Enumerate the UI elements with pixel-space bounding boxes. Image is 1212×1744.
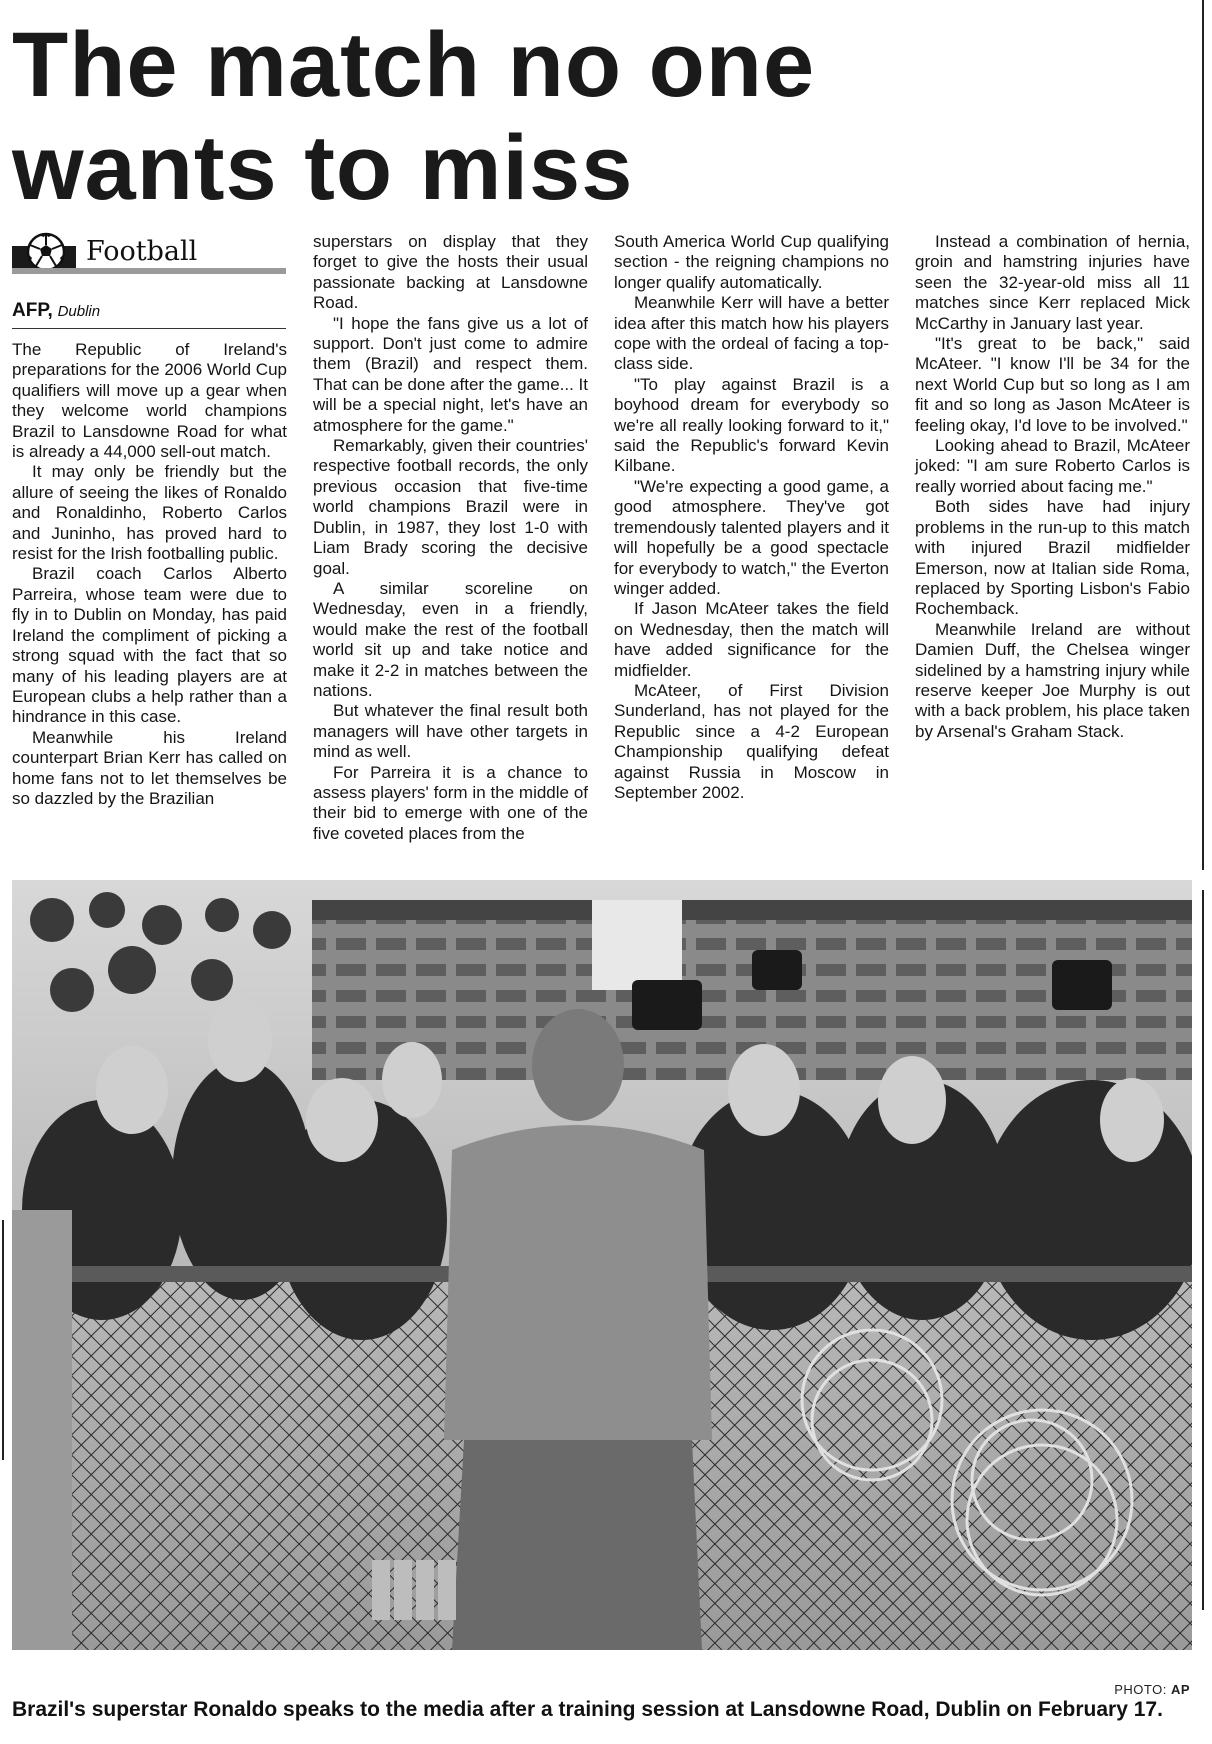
column-rule-right-lower [1202, 890, 1204, 1610]
paragraph: "It's great to be back," said McAteer. "I know I'll be 34 for the next World Cup but so long as I am fit and so long as Jason McAteer is feeling okay, I'd love to be involved." [915, 334, 1190, 435]
paragraph: superstars on display that they forget to give the hosts their usual passionate backing at Lansdowne Road. [313, 232, 588, 313]
paragraph: A similar scoreline on Wednesday, even in a friendly, would make the rest of the football world sit up and take notice and make it 2-2 in matches between the nations. [313, 578, 588, 700]
paragraph: Meanwhile Ireland are without Damien Duff, the Chelsea winger sidelined by a hamstring injury while reserve keeper Joe Murphy is out with a back problem, his place taken by Arsenal's Graham Stack. [915, 619, 1190, 741]
byline [12, 300, 286, 329]
article-column-3 [614, 232, 889, 803]
paragraph: McAteer, of First Division Sunderland, has not played for the Republic since a 4-2 European Championship qualifying defeat against Russia in Moscow in September 2002. [614, 680, 889, 802]
paragraph: Meanwhile Kerr will have a better idea after this match how his players cope with the ordeal of facing a top-class side. [614, 293, 889, 374]
paragraph: South America World Cup qualifying section - the reigning champions no longer qualify automatically. [614, 232, 889, 292]
headline-line-1: The match no one [12, 14, 816, 116]
paragraph: Both sides have had injury problems in the run-up to this match with injured Brazil midfielder Emerson, now at Italian side Roma, replaced by Sporting Lisbon's Fabio Rochemback. [915, 497, 1190, 619]
paragraph: Remarkably, given their countries' respective football records, the only previous occasion that five-time world champions Brazil were in Dublin, in 1987, they lost 1-0 with Liam Brady scoring the decisive goal. [313, 436, 588, 578]
paragraph: Brazil coach Carlos Alberto Parreira, whose team were due to fly in to Dublin on Monday, has paid Ireland the compliment of picking a strong squad with the fact that so many of his leading players are at European clubs a help rather than a hindrance in this case. [12, 564, 287, 727]
section-tag [12, 232, 286, 274]
paragraph: But whatever the final result both managers will have other targets in mind as well. [313, 701, 588, 762]
press-photo-illustration [12, 880, 1192, 1650]
photo-credit-source: AP [1170, 1682, 1190, 1697]
headline [12, 14, 1162, 220]
byline-agency: AFP, [12, 300, 53, 321]
paragraph: Meanwhile his Ireland counterpart Brian Kerr has called on home fans not to let themselves be so dazzled by the Brazilian [12, 727, 287, 808]
paragraph: The Republic of Ireland's preparations for the 2006 World Cup qualifiers will move up a gear when they welcome world champions Brazil to Lansdowne Road for what is already a 44,000 sell-out match. [12, 340, 287, 462]
column-rule-right [1202, 0, 1204, 870]
column-rule-left [2, 1220, 4, 1460]
paragraph: Instead a combination of hernia, groin and hamstring injuries have seen the 32-year-old miss all 11 matches since Kerr replaced Mick McCarthy in January last year. [915, 232, 1190, 333]
paragraph: It may only be friendly but the allure of seeing the likes of Ronaldo and Ronaldinho, Roberto Carlos and Juninho, has proved hard to resist for the Irish footballing public. [12, 462, 287, 564]
paragraph: "I hope the fans give us a lot of support. Don't just come to admire them (Brazil) and respect them. That can be done after the game... It will be a special night, let's have an atmosphere for the game." [313, 313, 589, 435]
article-column-2 [313, 232, 588, 844]
article-column-1 [12, 340, 287, 809]
article-column-4 [915, 232, 1190, 742]
photo-credit [1114, 1682, 1190, 1697]
section-underline [12, 268, 286, 274]
headline-line-2: wants to miss [12, 117, 634, 219]
photo-caption: Brazil's superstar Ronaldo speaks to the media after a training session at Lansdowne Road, Dublin on February 17. [12, 1698, 1163, 1721]
paragraph: Looking ahead to Brazil, McAteer joked: "I am sure Roberto Carlos is really worried about facing me." [915, 436, 1190, 496]
press-photo [12, 880, 1192, 1650]
soccer-ball-icon [26, 232, 66, 272]
paragraph: If Jason McAteer takes the field on Wednesday, then the match will have added significance for the midfielder. [614, 599, 889, 680]
byline-location: Dublin [57, 303, 101, 320]
photo-credit-label: PHOTO: [1114, 1682, 1167, 1697]
section-label: Football [86, 236, 198, 267]
paragraph: For Parreira it is a chance to assess players' form in the middle of their bid to emerge with one of the five coveted places from the [313, 762, 588, 843]
paragraph: "To play against Brazil is a boyhood dream for everybody so we're all really looking forward to it," said the Republic's forward Kevin Kilbane. [614, 374, 889, 476]
paragraph: "We're expecting a good game, a good atmosphere. They've got tremendously talented players and it will hopefully be a good spectacle for everybody to watch," the Everton winger added. [614, 476, 889, 598]
